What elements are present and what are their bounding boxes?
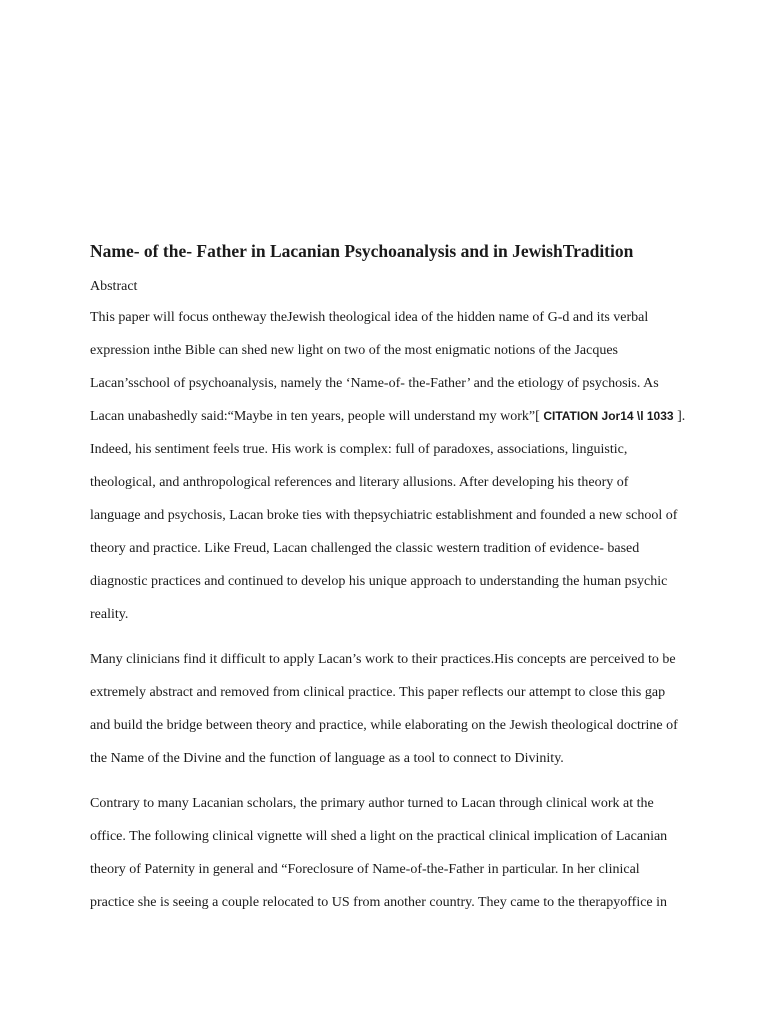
text-segment: Lacan unabashedly said:“Maybe in ten years, people will understand my work”[	[90, 409, 544, 424]
text-line: theory of Paternity in general and “Foreclosure of Name-of-the-Father in particular. In her clinical	[90, 862, 640, 877]
abstract-heading: Abstract	[90, 279, 138, 294]
document-title: Name- of the- Father in Lacanian Psychoanalysis and in JewishTradition	[90, 241, 634, 261]
document-body	[90, 240, 695, 919]
text-line: expression inthe Bible can shed new light on two of the most enigmatic notions of the Jacques	[90, 343, 619, 358]
text-line: office. The following clinical vignette will shed a light on the practical clinical implication of Lacanian	[90, 829, 668, 844]
text-line: This paper will focus ontheway theJewish theological idea of the hidden name of G-d and its verbal	[90, 310, 649, 325]
citation-field: CITATION Jor14 \l 1033	[543, 409, 674, 423]
text-line: language and psychosis, Lacan broke ties with thepsychiatric establishment and founded a new school of	[90, 508, 678, 523]
text-line: Indeed, his sentiment feels true. His work is complex: full of paradoxes, associations, linguistic,	[90, 442, 628, 457]
paragraph-3	[90, 787, 695, 919]
text-line: and build the bridge between theory and practice, while elaborating on the Jewish theological doctrine of	[90, 718, 678, 733]
paragraph-2	[90, 643, 695, 775]
paragraph-1	[90, 301, 695, 631]
text-line: Contrary to many Lacanian scholars, the primary author turned to Lacan through clinical work at the	[90, 796, 654, 811]
text-line: practice she is seeing a couple relocated to US from another country. They came to the therapyoffice in	[90, 895, 668, 910]
text-line: Lacan’sschool of psychoanalysis, namely the ‘Name-of- the-Father’ and the etiology of psychosis. As	[90, 376, 659, 391]
text-line: the Name of the Divine and the function of language as a tool to connect to Divinity.	[90, 751, 564, 766]
text-line: theory and practice. Like Freud, Lacan challenged the classic western tradition of evidence- based	[90, 541, 640, 556]
text-line: diagnostic practices and continued to develop his unique approach to understanding the human psychic	[90, 574, 668, 589]
text-line: extremely abstract and removed from clinical practice. This paper reflects our attempt to close this gap	[90, 685, 666, 700]
text-line: theological, and anthropological references and literary allusions. After developing his theory of	[90, 475, 629, 490]
text-line: reality.	[90, 607, 129, 622]
citation-line	[90, 400, 695, 433]
text-line: Many clinicians find it difficult to apply Lacan’s work to their practices.His concepts are perceived to be	[90, 652, 676, 667]
text-segment: ].	[673, 409, 686, 424]
